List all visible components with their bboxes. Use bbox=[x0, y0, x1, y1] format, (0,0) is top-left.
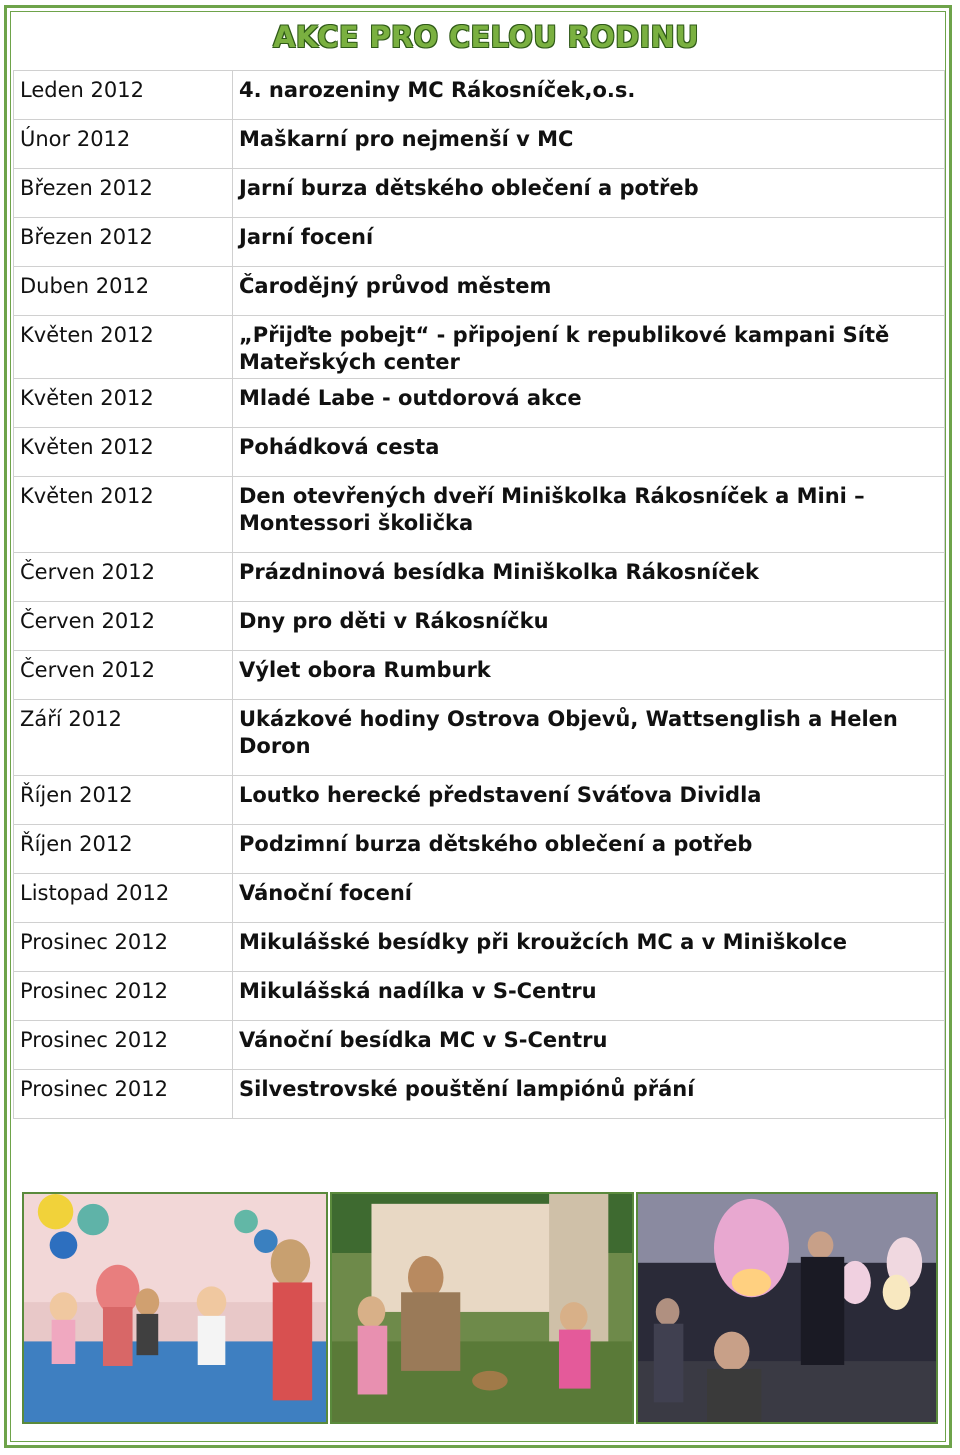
table-row bbox=[14, 972, 945, 1021]
month-cell: Říjen 2012 bbox=[14, 825, 233, 874]
table-row bbox=[14, 923, 945, 972]
month-cell: Červen 2012 bbox=[14, 602, 233, 651]
table-row bbox=[14, 553, 945, 602]
event-cell: 4. narozeniny MC Rákosníček,o.s. bbox=[233, 71, 945, 120]
event-cell: Den otevřených dveří Miniškolka Rákosníček a Mini – Montessori školička bbox=[233, 477, 945, 553]
event-cell: Loutko herecké představení Sváťova Dividla bbox=[233, 776, 945, 825]
event-cell: „Přijďte pobejt“ - připojení k republikové kampani Sítě Mateřských center bbox=[233, 316, 945, 379]
month-cell: Květen 2012 bbox=[14, 428, 233, 477]
month-cell: Listopad 2012 bbox=[14, 874, 233, 923]
event-cell: Výlet obora Rumburk bbox=[233, 651, 945, 700]
month-cell: Březen 2012 bbox=[14, 218, 233, 267]
table-row bbox=[14, 651, 945, 700]
table-row bbox=[14, 169, 945, 218]
event-cell: Prázdninová besídka Miniškolka Rákosníček bbox=[233, 553, 945, 602]
month-cell: Květen 2012 bbox=[14, 316, 233, 379]
table-row bbox=[14, 477, 945, 553]
event-cell: Jarní burza dětského oblečení a potřeb bbox=[233, 169, 945, 218]
event-cell: Dny pro děti v Rákosníčku bbox=[233, 602, 945, 651]
event-cell: Podzimní burza dětského oblečení a potřeb bbox=[233, 825, 945, 874]
month-cell: Květen 2012 bbox=[14, 477, 233, 553]
month-cell: Červen 2012 bbox=[14, 553, 233, 602]
month-cell: Prosinec 2012 bbox=[14, 923, 233, 972]
event-cell: Jarní focení bbox=[233, 218, 945, 267]
events-table bbox=[13, 70, 945, 1119]
table-row bbox=[14, 1021, 945, 1070]
table-row bbox=[14, 379, 945, 428]
table-row bbox=[14, 700, 945, 776]
month-cell: Leden 2012 bbox=[14, 71, 233, 120]
outdoor-event-photo bbox=[330, 1192, 634, 1424]
photo-strip bbox=[22, 1192, 938, 1424]
table-row bbox=[14, 874, 945, 923]
table-row bbox=[14, 825, 945, 874]
table-row bbox=[14, 428, 945, 477]
event-cell: Maškarní pro nejmenší v MC bbox=[233, 120, 945, 169]
table-row bbox=[14, 71, 945, 120]
event-cell: Ukázkové hodiny Ostrova Objevů, Wattsenglish a Helen Doron bbox=[233, 700, 945, 776]
event-cell: Mikulášské besídky při kroužcích MC a v Miniškolce bbox=[233, 923, 945, 972]
table-row bbox=[14, 316, 945, 379]
month-cell: Červen 2012 bbox=[14, 651, 233, 700]
table-row bbox=[14, 267, 945, 316]
lantern-launch-photo bbox=[636, 1192, 938, 1424]
table-row bbox=[14, 602, 945, 651]
table-row bbox=[14, 120, 945, 169]
table-row bbox=[14, 218, 945, 267]
event-cell: Pohádková cesta bbox=[233, 428, 945, 477]
month-cell: Prosinec 2012 bbox=[14, 1021, 233, 1070]
event-cell: Vánoční besídka MC v S-Centru bbox=[233, 1021, 945, 1070]
month-cell: Únor 2012 bbox=[14, 120, 233, 169]
event-cell: Mladé Labe - outdorová akce bbox=[233, 379, 945, 428]
table-row bbox=[14, 1070, 945, 1119]
event-cell: Silvestrovské pouštění lampiónů přání bbox=[233, 1070, 945, 1119]
month-cell: Duben 2012 bbox=[14, 267, 233, 316]
month-cell: Březen 2012 bbox=[14, 169, 233, 218]
event-cell: Mikulášská nadílka v S-Centru bbox=[233, 972, 945, 1021]
table-row bbox=[14, 776, 945, 825]
children-party-photo bbox=[22, 1192, 328, 1424]
month-cell: Září 2012 bbox=[14, 700, 233, 776]
month-cell: Prosinec 2012 bbox=[14, 1070, 233, 1119]
event-cell: Vánoční focení bbox=[233, 874, 945, 923]
month-cell: Říjen 2012 bbox=[14, 776, 233, 825]
month-cell: Květen 2012 bbox=[14, 379, 233, 428]
page-title: AKCE PRO CELOU RODINU bbox=[273, 20, 699, 54]
event-cell: Čarodějný průvod městem bbox=[233, 267, 945, 316]
month-cell: Prosinec 2012 bbox=[14, 972, 233, 1021]
